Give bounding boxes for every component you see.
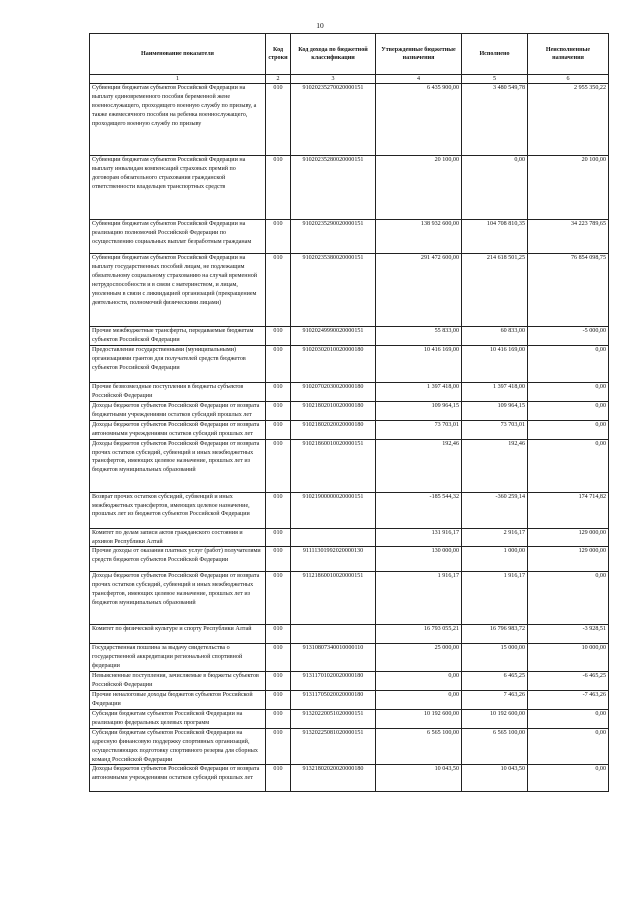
row-unexecuted: -6 465,25 <box>528 672 609 691</box>
row-code: 010 <box>266 625 291 644</box>
row-approved: 6 565 100,00 <box>376 728 462 765</box>
row-name: Прочие неналоговые доходы бюджетов субъектов Российской Федерации <box>90 690 266 709</box>
row-unexecuted: -7 463,26 <box>528 690 609 709</box>
row-code: 010 <box>266 220 291 254</box>
header-code: Код строки <box>266 34 291 75</box>
row-name: Комитет по делам записи актов гражданского состояния и архивов Республики Алтай <box>90 528 266 547</box>
row-executed: 10 192 600,00 <box>462 709 528 728</box>
row-name: Прочие доходы от оказания платных услуг (работ) получателями средств бюджетов субъектов Российской Федерации <box>90 547 266 572</box>
row-unexecuted: 129 000,00 <box>528 528 609 547</box>
row-executed: 104 708 810,35 <box>462 220 528 254</box>
row-unexecuted: 0,00 <box>528 439 609 492</box>
row-unexecuted: 0,00 <box>528 383 609 402</box>
row-kbk: 91021802020020000180 <box>291 420 376 439</box>
row-kbk: 91020235380020000151 <box>291 254 376 327</box>
row-executed: 1 916,17 <box>462 572 528 625</box>
row-approved: 131 916,17 <box>376 528 462 547</box>
row-executed: 10 043,50 <box>462 765 528 792</box>
row-approved: 25 000,00 <box>376 644 462 672</box>
table-row <box>90 709 609 728</box>
row-approved: 10 043,50 <box>376 765 462 792</box>
header-name: Наименование показателя <box>90 34 266 75</box>
row-approved: 55 833,00 <box>376 327 462 346</box>
row-approved: 109 964,15 <box>376 401 462 420</box>
row-kbk: 91320225081020000151 <box>291 728 376 765</box>
row-kbk: 91121860010020000151 <box>291 572 376 625</box>
row-executed: 214 618 501,25 <box>462 254 528 327</box>
row-name: Невыясненные поступления, зачисляемые в бюджеты субъектов Российской Федерации <box>90 672 266 691</box>
column-numbers-row <box>90 75 609 84</box>
table-row <box>90 156 609 220</box>
row-unexecuted: 20 100,00 <box>528 156 609 220</box>
row-code: 010 <box>266 84 291 156</box>
row-kbk: 91020302010020000180 <box>291 346 376 383</box>
row-kbk: 91020235290020000151 <box>291 220 376 254</box>
row-kbk: 91020702030020000180 <box>291 383 376 402</box>
row-executed: 6 465,25 <box>462 672 528 691</box>
table-row <box>90 644 609 672</box>
column-number: 2 <box>266 75 291 84</box>
row-name: Субвенции бюджетам субъектов Российской Федерации на реализацию полномочий Российской Федерации по осуществлению социальных выплат безработным гражданам <box>90 220 266 254</box>
row-executed: -360 259,14 <box>462 492 528 528</box>
row-code: 010 <box>266 401 291 420</box>
row-approved: 16 793 055,21 <box>376 625 462 644</box>
row-name: Субсидии бюджетам субъектов Российской Федерации на реализацию федеральных целевых программ <box>90 709 266 728</box>
row-name: Доходы бюджетов субъектов Российской Федерации от возврата автономными учреждениями остатков субсидий прошлых лет <box>90 420 266 439</box>
row-name: Субвенции бюджетам субъектов Российской Федерации на выплату единовременного пособия беременной жене военнослужащего, проходящего военную службу по призыву, а также ежемесячного пособия на ребенка военнослужащего, проходящего военную службу по призыву <box>90 84 266 156</box>
row-kbk: 91021900000020000151 <box>291 492 376 528</box>
column-number: 5 <box>462 75 528 84</box>
row-kbk: 91021802010020000180 <box>291 401 376 420</box>
row-name: Прочие безвозмездные поступления в бюджеты субъектов Российской Федерации <box>90 383 266 402</box>
row-code: 010 <box>266 254 291 327</box>
row-executed: 3 480 549,78 <box>462 84 528 156</box>
row-name: Предоставление государственными (муниципальными) организациями грантов для получателей средств бюджетов субъектов Российской Федерации <box>90 346 266 383</box>
table-row <box>90 690 609 709</box>
row-unexecuted: -5 000,00 <box>528 327 609 346</box>
row-code: 010 <box>266 420 291 439</box>
row-executed: 1 397 418,00 <box>462 383 528 402</box>
row-kbk: 91310807340010000110 <box>291 644 376 672</box>
row-unexecuted: 0,00 <box>528 420 609 439</box>
row-approved: 10 416 169,00 <box>376 346 462 383</box>
row-executed: 6 565 100,00 <box>462 728 528 765</box>
row-approved: 0,00 <box>376 690 462 709</box>
table-row <box>90 625 609 644</box>
row-name: Доходы бюджетов субъектов Российской Федерации от возврата бюджетными учреждениями остатков субсидий прошлых лет <box>90 401 266 420</box>
row-unexecuted: 76 854 098,75 <box>528 254 609 327</box>
row-approved: 6 435 900,00 <box>376 84 462 156</box>
row-unexecuted: 10 000,00 <box>528 644 609 672</box>
row-code: 010 <box>266 492 291 528</box>
row-unexecuted: 129 000,00 <box>528 547 609 572</box>
row-kbk: 91020249990020000151 <box>291 327 376 346</box>
row-name: Прочие межбюджетные трансферты, передаваемые бюджетам субъектов Российской Федерации <box>90 327 266 346</box>
table-row <box>90 492 609 528</box>
row-approved: -185 544,32 <box>376 492 462 528</box>
column-number: 3 <box>291 75 376 84</box>
row-unexecuted: 0,00 <box>528 346 609 383</box>
row-name: Доходы бюджетов субъектов Российской Федерации от возврата прочих остатков субсидий, субвенций и иных межбюджетных трансфертов, имеющих целевое назначение, прошлых лет из бюджетов муниципальных образований <box>90 439 266 492</box>
row-executed: 16 796 983,72 <box>462 625 528 644</box>
row-kbk: 91021860010020000151 <box>291 439 376 492</box>
row-unexecuted: 174 714,82 <box>528 492 609 528</box>
row-code: 010 <box>266 765 291 792</box>
row-name: Субвенции бюджетам субъектов Российской Федерации на выплату инвалидам компенсаций страховых премий по договорам обязательного страхования гражданской ответственности владельцев транспортных средств <box>90 156 266 220</box>
row-code: 010 <box>266 547 291 572</box>
row-name: Государственная пошлина за выдачу свидетельства о государственной аккредитации региональной спортивной федерации <box>90 644 266 672</box>
row-kbk: 91020235270020000151 <box>291 84 376 156</box>
row-kbk: 91020235280020000151 <box>291 156 376 220</box>
row-code: 010 <box>266 327 291 346</box>
row-executed: 10 416 169,00 <box>462 346 528 383</box>
row-code: 010 <box>266 728 291 765</box>
row-kbk: 91311705020020000180 <box>291 690 376 709</box>
row-approved: 10 192 600,00 <box>376 709 462 728</box>
row-unexecuted: 0,00 <box>528 765 609 792</box>
row-kbk <box>291 528 376 547</box>
table-row <box>90 439 609 492</box>
row-kbk: 91320220051020000151 <box>291 709 376 728</box>
row-executed: 73 703,01 <box>462 420 528 439</box>
row-kbk: 91111301992020000130 <box>291 547 376 572</box>
header-executed: Исполнено <box>462 34 528 75</box>
row-approved: 138 932 600,00 <box>376 220 462 254</box>
row-approved: 1 397 418,00 <box>376 383 462 402</box>
table-row <box>90 327 609 346</box>
table-row <box>90 547 609 572</box>
row-code: 010 <box>266 644 291 672</box>
row-unexecuted: -3 928,51 <box>528 625 609 644</box>
row-unexecuted: 0,00 <box>528 728 609 765</box>
row-code: 010 <box>266 346 291 383</box>
row-kbk: 91321802020020000180 <box>291 765 376 792</box>
row-code: 010 <box>266 709 291 728</box>
table-row <box>90 254 609 327</box>
row-name: Субвенции бюджетам субъектов Российской Федерации на выплату государственных пособий лицам, не подлежащим обязательному социальному страхованию на случай временной нетрудоспособности и в связи с материнством, и лицам, уволенным в связи с ликвидацией организаций (прекращением деятельности, полномочий физическими лицами) <box>90 254 266 327</box>
row-approved: 291 472 600,00 <box>376 254 462 327</box>
row-code: 010 <box>266 672 291 691</box>
row-approved: 192,46 <box>376 439 462 492</box>
row-approved: 0,00 <box>376 672 462 691</box>
table-row <box>90 572 609 625</box>
row-approved: 1 916,17 <box>376 572 462 625</box>
row-executed: 2 916,17 <box>462 528 528 547</box>
column-number: 1 <box>90 75 266 84</box>
table-row <box>90 728 609 765</box>
column-number: 6 <box>528 75 609 84</box>
row-approved: 20 100,00 <box>376 156 462 220</box>
table-row <box>90 84 609 156</box>
row-kbk <box>291 625 376 644</box>
revenue-table <box>89 33 609 792</box>
row-executed: 7 463,26 <box>462 690 528 709</box>
row-code: 010 <box>266 690 291 709</box>
row-unexecuted: 34 223 789,65 <box>528 220 609 254</box>
table-row <box>90 528 609 547</box>
row-unexecuted: 0,00 <box>528 709 609 728</box>
header-row <box>90 34 609 75</box>
table-row <box>90 401 609 420</box>
row-name: Субсидии бюджетам субъектов Российской Федерации на адресную финансовую поддержку спортивных организаций, осуществляющих подготовку спортивного резерва для сборных команд Российской Федерации <box>90 728 266 765</box>
row-name: Комитет по физической культуре и спорту Республики Алтай <box>90 625 266 644</box>
row-executed: 109 964,15 <box>462 401 528 420</box>
table-row <box>90 383 609 402</box>
table-row <box>90 672 609 691</box>
table-row <box>90 765 609 792</box>
header-unexecuted: Неисполненные назначения <box>528 34 609 75</box>
row-code: 010 <box>266 572 291 625</box>
table-row <box>90 420 609 439</box>
row-executed: 0,00 <box>462 156 528 220</box>
table-row <box>90 346 609 383</box>
row-executed: 15 000,00 <box>462 644 528 672</box>
row-executed: 60 833,00 <box>462 327 528 346</box>
column-number: 4 <box>376 75 462 84</box>
row-approved: 73 703,01 <box>376 420 462 439</box>
header-kbk: Код дохода по бюджетной классификации <box>291 34 376 75</box>
row-code: 010 <box>266 528 291 547</box>
row-unexecuted: 0,00 <box>528 401 609 420</box>
row-name: Доходы бюджетов субъектов Российской Федерации от возврата прочих остатков субсидий, субвенций и иных межбюджетных трансфертов, имеющих целевое назначение, прошлых лет из бюджетов муниципальных образований <box>90 572 266 625</box>
row-name: Доходы бюджетов субъектов Российской Федерации от возврата автономными учреждениями остатков субсидий прошлых лет <box>90 765 266 792</box>
row-executed: 192,46 <box>462 439 528 492</box>
row-name: Возврат прочих остатков субсидий, субвенций и иных межбюджетных трансфертов, имеющих целевое назначение, прошлых лет из бюджетов субъектов Российской Федерации <box>90 492 266 528</box>
row-unexecuted: 0,00 <box>528 572 609 625</box>
row-code: 010 <box>266 439 291 492</box>
table-row <box>90 220 609 254</box>
page-number: 10 <box>316 21 324 30</box>
row-code: 010 <box>266 383 291 402</box>
row-code: 010 <box>266 156 291 220</box>
row-unexecuted: 2 955 350,22 <box>528 84 609 156</box>
row-kbk: 91311701020020000180 <box>291 672 376 691</box>
header-approved: Утвержденные бюджетные назначения <box>376 34 462 75</box>
row-executed: 1 000,00 <box>462 547 528 572</box>
row-approved: 130 000,00 <box>376 547 462 572</box>
